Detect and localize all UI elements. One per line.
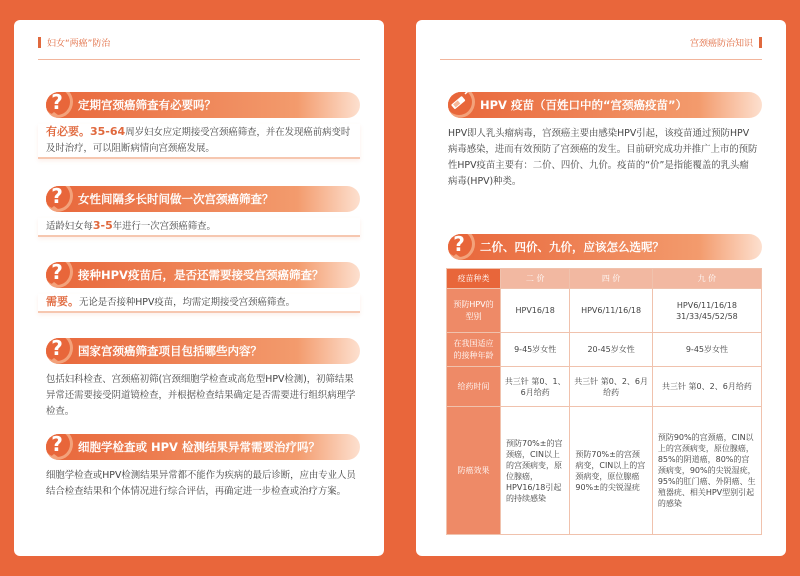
table-cell: HPV6/11/16/18 31/33/45/52/58 [652,289,761,333]
header-accent-bar [38,37,41,48]
faq-answer [38,124,360,159]
table-header-cell: 二 价 [501,269,570,289]
answer-lead: 有必要。 [46,125,90,138]
faq-title: 接种HPV疫苗后，是否还需要接受宫颈癌筛查？ [78,268,324,282]
faq-title-banner [46,434,360,460]
table-cell: 预防90%的宫颈癌，CIN以上的宫颈病变，原位腺癌，85%的阴道癌，80%的宫颈病变，90%的尖锐湿疣，95%的肛门癌、外阴癌、生殖器疣、相关HPV型别引起的感染 [652,407,761,535]
table-cell: HPV6/11/16/18 [570,289,652,333]
table-cell: 共三针 第0、1、6月给药 [501,367,570,407]
faq-title: 国家宫颈癌筛查项目包括哪些内容？ [78,344,262,358]
faq-answer [38,294,360,313]
faq-answer: 包括妇科检查、宫颈癌初筛(宫颈细胞学检查或高危型HPV检测)，初筛结果异常还需要接受阴道镜检查，并根据检查结果确定是否需要进行组织病理学检查。 [46,374,356,417]
question-mark-icon [46,338,76,364]
faq-title-banner [46,92,360,118]
vaccine-choice-section [440,234,762,260]
header-accent-bar [759,37,762,48]
row-label: 在我国适应的接种年龄 [447,333,501,367]
vaccine-title-banner [448,92,762,118]
faq-section-program-content [38,338,360,420]
faq-section-abnormal-results [38,434,360,500]
svg-text:?: ? [51,260,63,284]
table-row [447,333,762,367]
answer-body: 周岁妇女应定期接受宫颈癌筛查，并在发现癌前病变时及时治疗，可以阻断病情向宫颈癌发展。 [46,127,351,154]
answer-lead: 需要。 [46,295,79,308]
question-mark-icon [448,234,478,260]
vaccine-intro-section [440,92,762,190]
faq-section-after-vaccine [38,262,360,313]
right-page [416,20,786,556]
table-cell: 共三针 第0、2、6月给药 [652,367,761,407]
row-label: 预防HPV的型别 [447,289,501,333]
question-mark-icon [46,262,76,288]
comparison-table [446,268,762,535]
vaccine-syringe-icon [448,92,478,118]
faq-title-banner [46,186,360,212]
svg-text:?: ? [453,232,465,256]
question-mark-icon [46,186,76,212]
table-cell: 9-45岁女性 [652,333,761,367]
table-cell: 20-45岁女性 [570,333,652,367]
faq-title-banner [448,234,762,260]
choice-title: 二价、四价、九价，应该怎么选呢？ [480,240,664,254]
left-page [14,20,384,556]
faq-section-screening-necessity [38,92,360,159]
right-page-header [440,36,762,60]
question-mark-icon [46,92,76,118]
faq-answer: 细胞学检查或HPV检测结果异常都不能作为疾病的最后诊断，应由专业人员结合检查结果和个体情况进行综合评估，再确定进一步检查或治疗方案。 [46,470,356,497]
table-cell: 预防70%±的宫颈病变，CIN以上的宫颈病变，原位腺癌90%±的尖锐湿疣 [570,407,652,535]
row-label: 给药时间 [447,367,501,407]
vaccine-description: HPV即人乳头瘤病毒，宫颈癌主要由感染HPV引起，该疫苗通过预防HPV病毒感染，进而有效预防了宫颈癌的发生。目前研究成功并推广上市的预防性HPV疫苗主要有：二价、四价、九价。疫苗的“价”是指能覆盖的乳头瘤病毒(HPV)种类。 [448,128,758,187]
right-header-text: 宫颈癌防治知识 [689,39,753,49]
table-header-cell: 疫苗种类 [447,269,501,289]
faq-answer [38,218,360,237]
faq-title: 细胞学检查或 HPV 检测结果异常需要治疗吗？ [78,440,320,454]
row-label: 防癌效果 [447,407,501,535]
table-cell: 9-45岁女性 [501,333,570,367]
table-header-cell: 九 价 [652,269,761,289]
svg-text:?: ? [51,336,63,360]
table-header-row [447,269,762,289]
svg-text:?: ? [51,90,63,114]
faq-title-banner [46,262,360,288]
faq-title-banner [46,338,360,364]
faq-title: 定期宫颈癌筛查有必要吗？ [78,98,216,112]
question-mark-icon [46,434,76,460]
table-row [447,407,762,535]
table-row [447,367,762,407]
answer-body: 年进行一次宫颈癌筛查。 [112,221,216,232]
svg-text:?: ? [51,184,63,208]
answer-highlight-age: 35-64 [90,125,126,138]
table-cell: 共三针 第0、2、6月给药 [570,367,652,407]
left-header-text: 妇女“两癌”防治 [47,39,111,49]
faq-section-screening-interval [38,186,360,237]
answer-prefix: 适龄妇女每 [46,221,93,232]
table-row [447,289,762,333]
vaccine-title: HPV 疫苗（百姓口中的“宫颈癌疫苗”） [480,98,688,112]
left-page-header [38,36,360,60]
table-cell: 预防70%±的宫颈癌，CIN以上的宫颈病变，原位腺癌，HPV16/18引起的持续感染 [501,407,570,535]
faq-title: 女性间隔多长时间做一次宫颈癌筛查？ [78,192,274,206]
answer-highlight-years: 3-5 [92,219,113,232]
table-cell: HPV16/18 [501,289,570,333]
answer-body: 无论是否接种HPV疫苗，均需定期接受宫颈癌筛查。 [79,297,295,308]
table-header-cell: 四 价 [570,269,652,289]
vaccine-comparison-table [446,268,762,535]
svg-text:?: ? [51,432,63,456]
